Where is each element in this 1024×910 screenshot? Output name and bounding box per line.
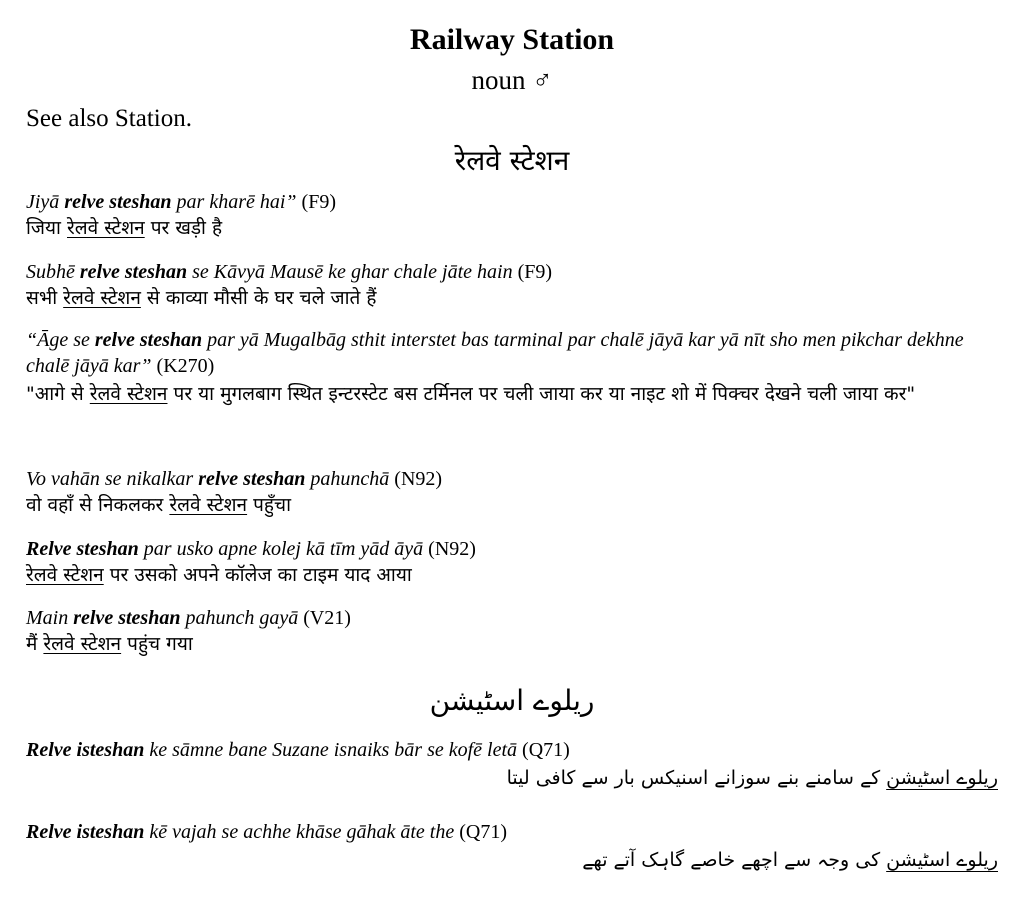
transliteration-line: Relve steshan par usko apne kolej kā tīm yād āyā (N92) — [26, 538, 476, 560]
underlined-term: रेलवे स्टेशन — [89, 383, 168, 405]
source-reference: (F9) — [301, 191, 336, 213]
urdu-sentence: ریلوے اسٹیشن کی وجہ سے اچھے خاصے گاہک آتے تھے — [582, 849, 998, 871]
transliteration-line: Vo vahān se nikalkar relve steshan pahunchā (N92) — [26, 468, 443, 490]
underlined-term: रेलवे स्टेशन — [67, 217, 145, 239]
transliteration-line: “Āge se relve steshan par yā Mugalbāg sthit interstet bas tarminal par chalē jāyā kar yā nīt sho men pikchar dekhne chalē jāyā kar” (K270) — [26, 329, 964, 377]
transliteration-line: Main relve steshan pahunch gayā (V21) — [26, 607, 351, 629]
underlined-term: ریلوے اسٹیشن — [886, 849, 998, 871]
hindi-sentence: वो वहाँ से निकलकर रेलवे स्टेशन पहुँचा — [26, 494, 291, 516]
keyword: relve steshan — [198, 468, 306, 490]
keyword: Relve isteshan — [26, 739, 145, 761]
underlined-term: रेलवे स्टेशन — [43, 633, 122, 655]
source-reference: (Q71) — [459, 821, 507, 843]
hindi-sentence: जिया रेलवे स्टेशन पर खड़ी है — [26, 217, 223, 239]
urdu-entry — [26, 819, 998, 875]
source-reference: (K270) — [156, 355, 215, 377]
headword: Railway Station — [409, 23, 615, 56]
underlined-term: रेलवे स्टेशन — [26, 564, 104, 586]
hindi-entry — [26, 189, 998, 241]
keyword: relve steshan — [73, 607, 181, 629]
keyword: relve steshan — [64, 191, 172, 213]
part-of-speech: noun ♂ — [471, 65, 553, 95]
keyword: relve steshan — [79, 261, 188, 283]
transliteration-line: Subhē relve steshan se Kāvyā Mausē ke ghar chale jāte hain (F9) — [26, 261, 553, 283]
source-reference: (V21) — [303, 607, 351, 629]
underlined-term: रेलवे स्टेशन — [169, 494, 248, 516]
keyword: relve steshan — [94, 329, 203, 351]
hindi-sentence: मैं रेलवे स्टेशन पहुंच गया — [26, 633, 193, 655]
source-reference: (N92) — [394, 468, 443, 490]
hindi-entry — [26, 327, 998, 409]
source-reference: (Q71) — [522, 739, 570, 761]
urdu-sentence: ریلوے اسٹیشن کے سامنے بنے سوزانے اسنیکس بار سے کافی لیتا — [506, 767, 998, 789]
keyword: Relve steshan — [26, 538, 139, 560]
source-reference: (F9) — [517, 261, 553, 283]
hindi-entry — [26, 466, 998, 518]
transliteration-line: Relve isteshan kē vajah se achhe khāse gāhak āte the (Q71) — [26, 821, 507, 843]
hindi-sentence: रेलवे स्टेशन पर उसको अपने कॉलेज का टाइम याद आया — [26, 564, 412, 586]
underlined-term: रेलवे स्टेशन — [63, 287, 141, 309]
urdu-section-heading: ریلوے اسٹیشن — [429, 684, 595, 717]
hindi-section-heading: रेलवे स्टेशन — [454, 144, 570, 177]
hindi-sentence: सभी रेलवे स्टेशन से काव्या मौसी के घर चले जाते हैं — [26, 287, 377, 309]
transliteration-line: Jiyā relve steshan par kharē hai” (F9) — [26, 191, 336, 213]
see-also-note: See also Station. — [26, 105, 192, 132]
hindi-entry — [26, 605, 998, 657]
transliteration-line: Relve isteshan ke sāmne bane Suzane isnaiks bār se kofē letā (Q71) — [26, 739, 570, 761]
hindi-entry — [26, 536, 998, 588]
underlined-term: ریلوے اسٹیشن — [886, 767, 998, 789]
source-reference: (N92) — [428, 538, 476, 560]
hindi-entry — [26, 259, 998, 311]
keyword: Relve isteshan — [26, 821, 145, 843]
hindi-sentence: "आगे से रेलवे स्टेशन पर या मुगलबाग स्थित इन्टरस्टेट बस टर्मिनल पर चली जाया कर या नाइट शो में पिक्चर देखने चली जाया कर" — [26, 383, 916, 405]
urdu-entry — [26, 737, 998, 793]
